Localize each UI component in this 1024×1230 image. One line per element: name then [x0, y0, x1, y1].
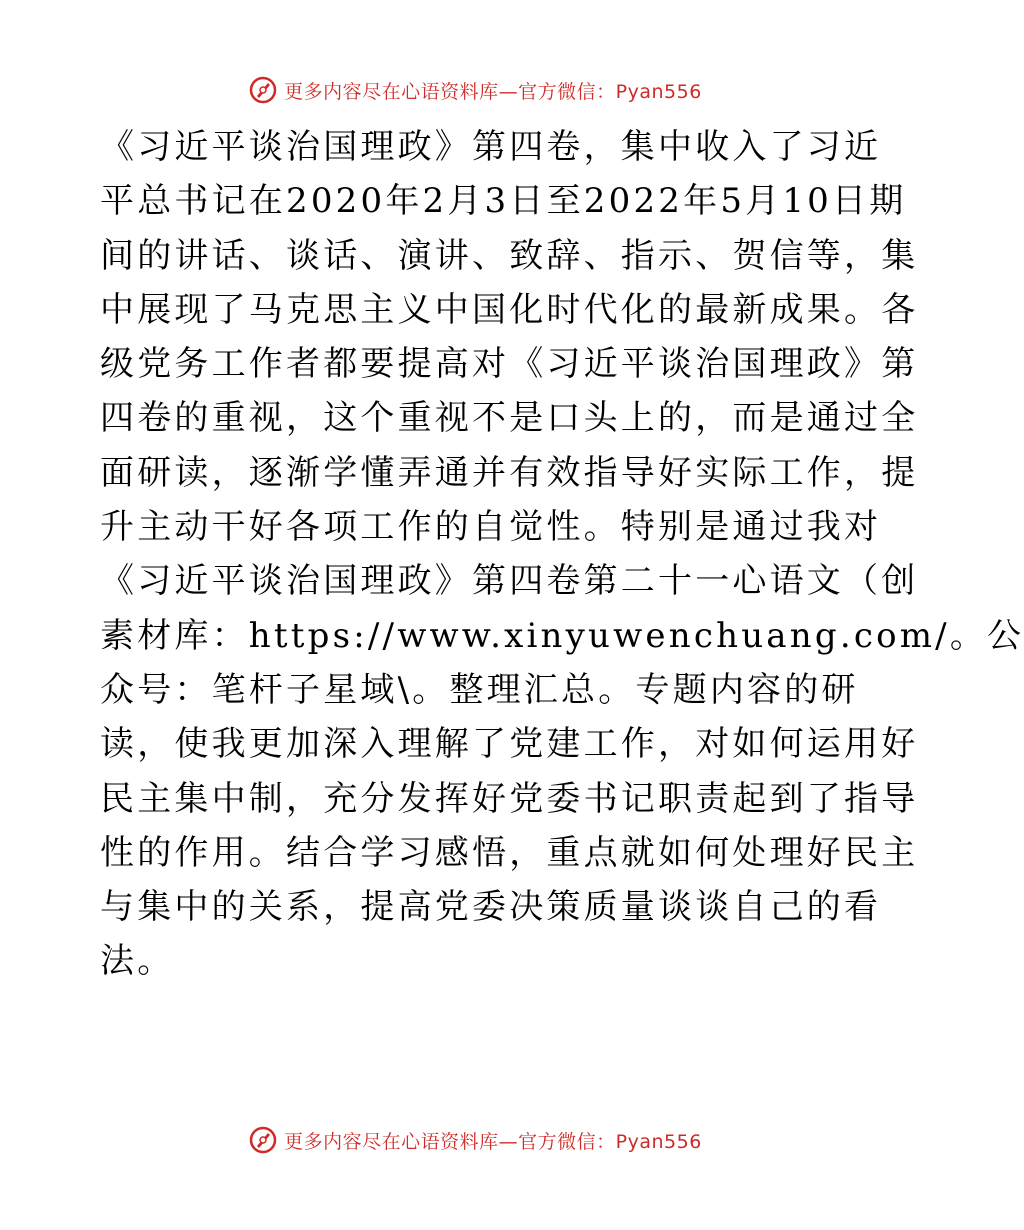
body-line: 与集中的关系，提高党委决策质量谈谈自己的看	[100, 887, 882, 928]
body-line: 民主集中制，充分发挥好党委书记职责起到了指导	[100, 778, 919, 819]
body-line: 中展现了马克思主义中国化时代化的最新成果。各	[100, 289, 919, 330]
banner-text	[284, 77, 702, 104]
body-line: 升主动干好各项工作的自觉性。特别是通过我对	[100, 507, 882, 548]
body-line: 素材库：https://www.xinyuwenchuang.com/。公	[100, 615, 1024, 656]
body-line: 《习近平谈治国理政》第四卷，集中收入了习近	[100, 127, 882, 167]
body-line: 级党务工作者都要提高对《习近平谈治国理政》第	[100, 344, 919, 385]
document-body	[100, 120, 1024, 989]
banner-separator: —	[498, 80, 519, 103]
body-line: 间的讲话、谈话、演讲、致辞、指示、贺信等，集	[100, 235, 919, 276]
body-line: 法。	[100, 941, 175, 982]
banner-main-text: 更多内容尽在心语资料库	[284, 1130, 499, 1153]
quill-logo-icon	[248, 1125, 278, 1155]
body-line: 面研读，逐渐学懂弄通并有效指导好实际工作，提	[100, 452, 919, 493]
body-line: 平总书记在2020年2月3日至2022年5月10日期	[100, 181, 907, 222]
banner-contact-text: 官方微信：Pyan556	[518, 1130, 702, 1153]
body-line: 四卷的重视，这个重视不是口头上的，而是通过全	[100, 398, 919, 439]
header-watermark-banner	[0, 72, 950, 108]
banner-main-text: 更多内容尽在心语资料库	[284, 80, 499, 103]
body-line: 读，使我更加深入理解了党建工作，对如何运用好	[100, 724, 919, 765]
banner-text	[284, 1127, 702, 1154]
quill-logo-icon	[248, 75, 278, 105]
banner-contact-text: 官方微信：Pyan556	[518, 80, 702, 103]
body-line: 《习近平谈治国理政》第四卷第二十一心语文（创	[100, 561, 919, 602]
banner-separator: —	[498, 1130, 519, 1153]
body-line: 众号：笔杆子星域\。整理汇总。专题内容的研	[100, 669, 859, 710]
body-line: 性的作用。结合学习感悟，重点就如何处理好民主	[100, 832, 919, 873]
footer-watermark-banner	[0, 1122, 950, 1158]
